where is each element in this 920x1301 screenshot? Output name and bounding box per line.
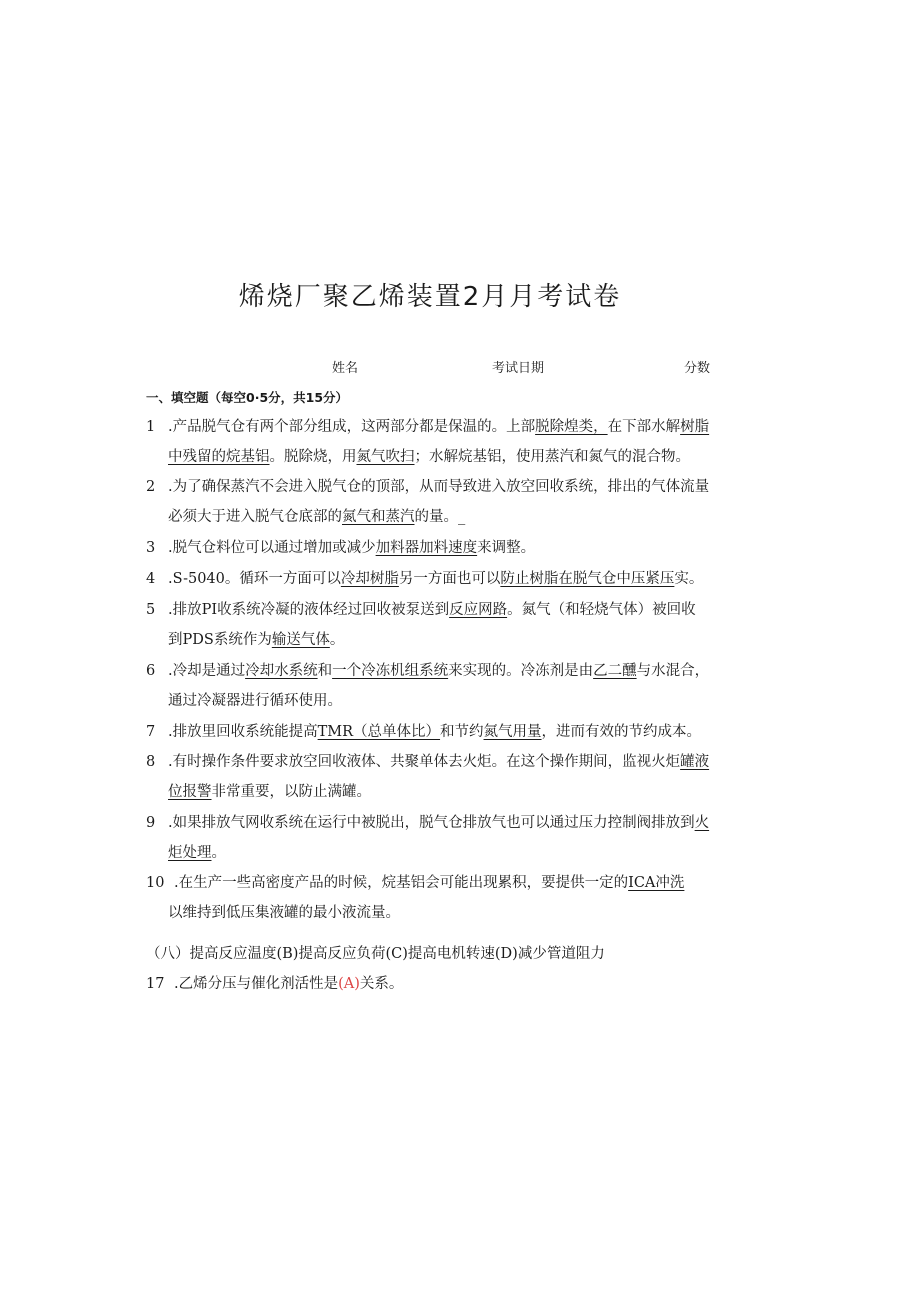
question-text: .冷却是通过 (168, 663, 246, 679)
question-number: 17 (146, 976, 165, 992)
options-text: （八）提高反应温度(B)提高反应负荷(C)提高电机转速(D)减少管道阻力 (146, 946, 605, 962)
question-5 (146, 595, 726, 655)
answer: 一个冷冻机组系统 (332, 663, 449, 679)
question-8 (146, 747, 726, 807)
question-text: 。 (211, 845, 226, 861)
question-number: 2 (146, 479, 156, 495)
answer: 氮气吹扫 (356, 449, 415, 465)
question-number: 10 (146, 875, 165, 891)
question-text: 在下部水解 (607, 419, 681, 435)
question-number: 9 (146, 815, 156, 831)
answer: 罐液 (680, 754, 710, 770)
question-17 (146, 969, 726, 999)
question-10 (146, 868, 726, 928)
question-text: .乙烯分压与催化剂活性是 (174, 976, 339, 992)
answer: 反应网路 (449, 602, 508, 618)
answer: 炬处理 (168, 845, 212, 861)
question-number: 3 (146, 540, 156, 556)
exam-date-label: 考试日期 (492, 361, 545, 376)
question-options (146, 939, 726, 969)
answer: 防止树脂在脱气仓中压紧压 (500, 571, 675, 587)
answer: 氮气和蒸汽 (342, 509, 415, 525)
page-title: 烯烧厂聚乙烯装置2月月考试卷 (238, 282, 622, 312)
question-text: 到PDS系统作为 (168, 632, 272, 648)
question-6 (146, 656, 726, 716)
question-7 (146, 717, 726, 747)
question-number: 5 (146, 602, 156, 618)
question-2 (146, 472, 726, 532)
answer: 火 (694, 815, 710, 831)
question-text: ；水解烷基铝，使用蒸汽和氮气的混合物。 (414, 449, 690, 465)
answer: 冷却水系统 (245, 663, 318, 679)
question-text: 的量。_ (414, 509, 466, 525)
answer: 加料器加料速度 (375, 540, 478, 556)
question-text: 实。 (674, 571, 704, 587)
section-heading: 一、填空题（每空0·5分，共15分） (146, 390, 349, 405)
answer: 中残留的烷基铝 (168, 449, 270, 465)
question-text: 与水混合， (636, 663, 710, 679)
question-text: 关系。 (359, 976, 404, 992)
answer: TMR（总单体比） (317, 724, 441, 740)
question-number: 6 (146, 663, 156, 679)
question-number: 8 (146, 754, 156, 770)
question-text: .脱气仓料位可以通过增加或减少 (168, 540, 376, 556)
question-text: 另一方面也可以 (398, 571, 501, 587)
question-4 (146, 564, 726, 594)
question-text: 。氮气（和轻烧气体）被回收 (507, 602, 696, 618)
answer: 乙二醺 (593, 663, 637, 679)
answer: 脱除煌类， (535, 419, 608, 435)
question-text: ，进而有效的节约成本。 (541, 724, 702, 740)
question-3 (146, 533, 726, 563)
answer: (A) (338, 976, 360, 992)
question-text: 。 (329, 632, 345, 648)
question-text: 。脱除烧，用 (269, 449, 357, 465)
question-text: .S-5040。循环一方面可以 (168, 571, 341, 587)
question-text: 来调整。 (477, 540, 536, 556)
question-text: 以维持到低压集液罐的最小液流量。 (168, 905, 400, 921)
question-text: .在生产一些高密度产品的时候，烷基铝会可能出现累积，要提供一定的 (174, 875, 629, 891)
question-number: 1 (146, 419, 156, 435)
question-text: .有时操作条件要求放空回收液体、共聚单体去火炬。在这个操作期间，监视火炬 (168, 754, 681, 770)
question-text: 非常重要，以防止满罐。 (211, 784, 371, 800)
question-text: .如果排放气网收系统在运行中被脱出，脱气仓排放气也可以通过压力控制阀排放到 (168, 815, 695, 831)
question-9 (146, 808, 726, 868)
question-text: .排放里回收系统能提高 (168, 724, 318, 740)
question-text: 通过冷凝器进行循环使用。 (168, 693, 342, 709)
question-text: 必须大于进入脱气仓底部的 (168, 509, 342, 525)
answer: ICA冲洗 (628, 875, 685, 891)
question-text: 和节约 (440, 724, 484, 740)
answer: 氮气用量 (483, 724, 542, 740)
question-text: .排放PI收系统冷凝的液体经过回收被泵送到 (168, 602, 450, 618)
question-number: 4 (146, 571, 156, 587)
question-number: 7 (146, 724, 156, 740)
question-text: 和 (317, 663, 333, 679)
score-label: 分数 (684, 361, 711, 376)
question-text: 来实现的。冷冻剂是由 (448, 663, 594, 679)
answer: 输送气体 (271, 632, 330, 648)
question-text: .为了确保蒸汽不会进入脱气仓的顶部，从而导致进入放空回收系统，排出的气体流量 (168, 479, 710, 495)
answer: 冷却树脂 (340, 571, 399, 587)
question-text: .产品脱气仓有两个部分组成，这两部分都是保温的。上部 (168, 419, 536, 435)
name-label: 姓名 (332, 361, 359, 376)
answer: 树脂 (680, 419, 710, 435)
question-1 (146, 412, 726, 472)
answer: 位报警 (168, 784, 212, 800)
